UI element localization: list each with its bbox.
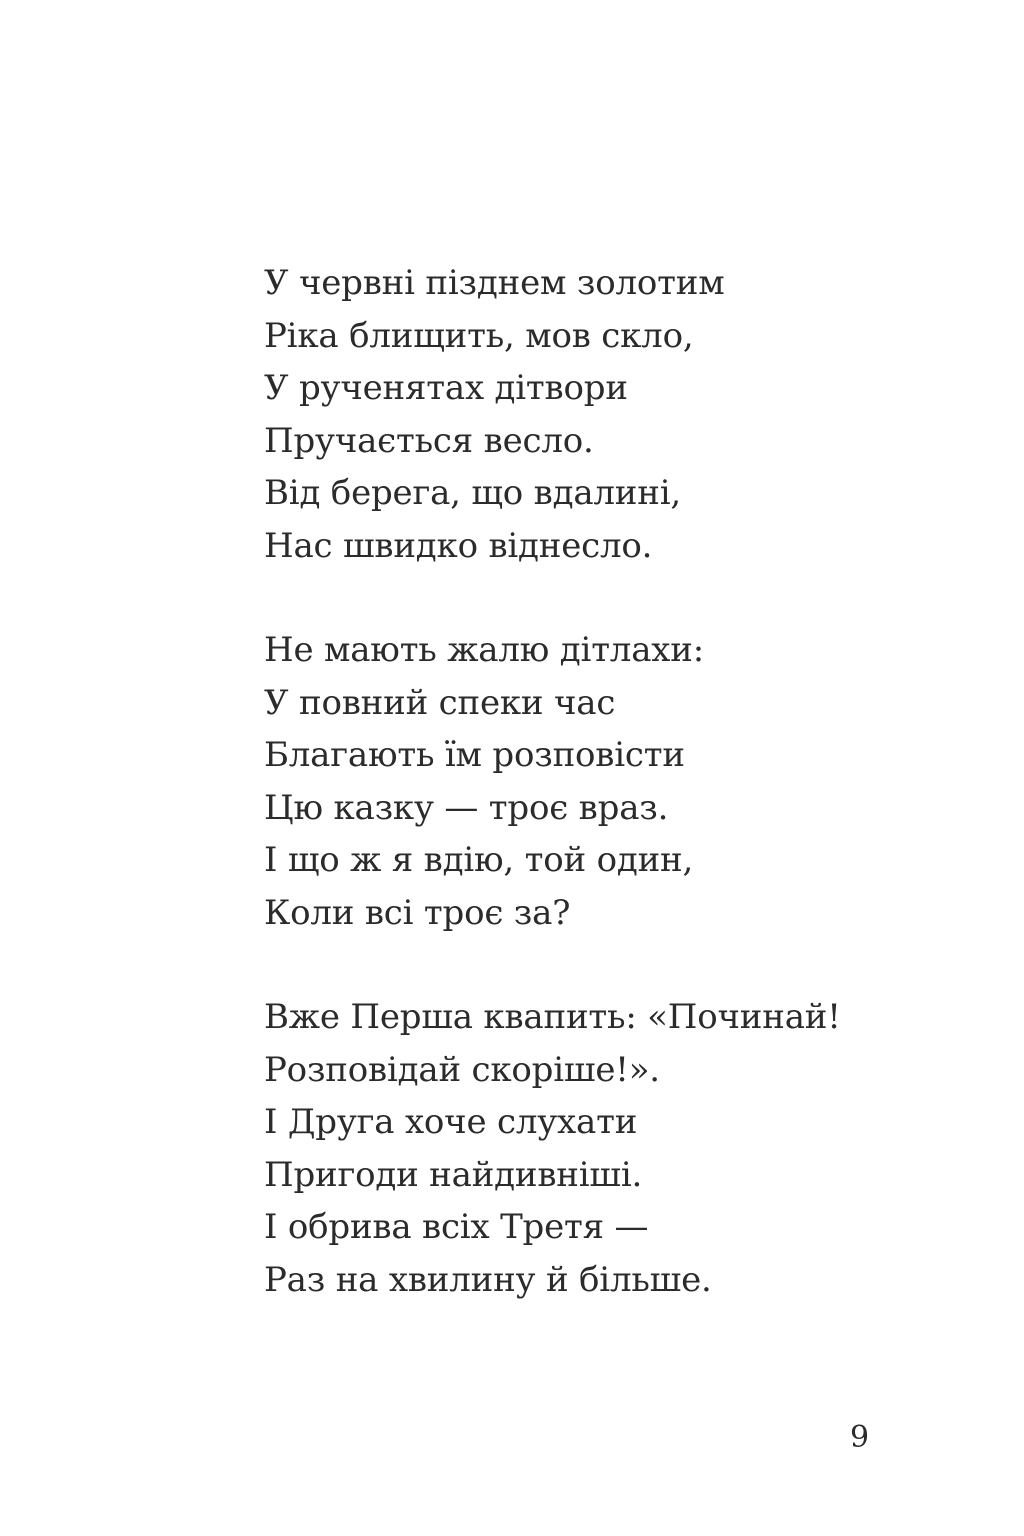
poem-line: Від берега, що вдалині, [264,473,682,513]
poem-line: У повний спеки час [264,682,616,723]
page-number: 9 [850,1420,870,1455]
poem-line: У рученятах дітвори [264,368,628,408]
poem-line: Вже Перша квапить: «Починай! [264,997,841,1037]
poem-line: І обрива всіх Третя — [264,1207,649,1247]
poem-line: І Друга хоче слухати [264,1102,638,1142]
poem-line: Нас швидко віднесло. [264,525,653,566]
poem-line: Раз на хвилину й більше. [264,1259,712,1300]
poem-line: Не мають жалю дітлахи: [264,630,704,670]
poem-line: І що ж я вдію, той один, [264,840,694,880]
stanza-3 [264,991,904,1306]
poem [264,257,904,1358]
poem-line: Розповідай скоріше!». [264,1049,660,1090]
poem-line: У червні пізднем золотим [264,263,725,303]
poem-line: Пручається весло. [264,420,594,461]
poem-line: Коли всі троє за? [264,892,571,933]
poem-line: Ріка блищить, мов скло, [264,315,694,356]
stanza-1 [264,257,904,572]
poem-line: Цю казку — троє враз. [264,787,669,828]
stanza-2 [264,624,904,939]
poem-line: Пригоди найдивніші. [264,1154,643,1195]
poem-line: Благають їм розповісти [264,735,685,775]
